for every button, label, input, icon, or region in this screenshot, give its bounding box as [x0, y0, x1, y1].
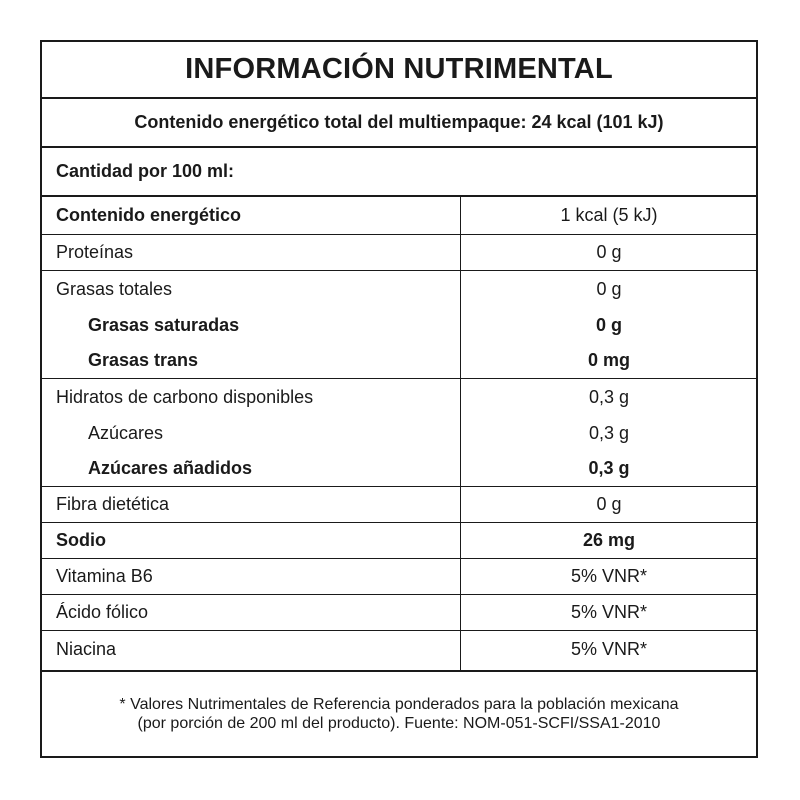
table-row [42, 415, 756, 451]
footnote-line: * Valores Nutrimentales de Referencia ponderados para la población mexicana [119, 696, 679, 713]
nutrient-name: Grasas trans [88, 350, 199, 370]
nutrient-value: 0,3 g [588, 422, 630, 443]
table-row [42, 487, 756, 523]
table-row [42, 523, 756, 559]
nutrition-facts-panel [40, 40, 758, 758]
nutrient-name: Grasas totales [56, 278, 173, 299]
table-row [42, 379, 756, 415]
nutrient-value: 1 kcal (5 kJ) [560, 205, 658, 225]
panel-title: INFORMACIÓN NUTRIMENTAL [42, 42, 756, 99]
nutrient-value: 0 g [596, 278, 622, 299]
nutrient-value: 5% VNR* [570, 639, 648, 659]
nutrient-name: Fibra dietética [56, 494, 170, 514]
nutrient-value: 0 g [596, 494, 622, 514]
nutrient-name: Proteínas [56, 242, 134, 262]
nutrient-value: 0 g [595, 314, 622, 335]
footnote-line: (por porción de 200 ml del producto). Fuente: NOM-051-SCFI/SSA1-2010 [137, 715, 661, 732]
table-row [42, 235, 756, 271]
nutrient-value: 0,3 g [588, 386, 630, 407]
nutrient-name: Vitamina B6 [56, 566, 153, 586]
nutrient-name: Ácido fólico [56, 602, 149, 622]
table-row [42, 197, 756, 235]
table-row [42, 271, 756, 307]
nutrient-name: Contenido energético [56, 205, 242, 225]
nutrient-name: Hidratos de carbono disponibles [56, 386, 314, 407]
table-row [42, 451, 756, 487]
table-row [42, 343, 756, 379]
nutrient-name: Azúcares [88, 422, 164, 443]
table-row [42, 307, 756, 343]
table-row [42, 595, 756, 631]
nutrient-value: 5% VNR* [570, 566, 648, 586]
nutrient-value: 0,3 g [588, 458, 630, 478]
total-energy-statement: Contenido energético total del multiempaque: 24 kcal (101 kJ) [42, 99, 756, 148]
table-row [42, 559, 756, 595]
serving-basis-label: Cantidad por 100 ml: [42, 148, 756, 197]
nutrient-name: Grasas saturadas [88, 314, 240, 335]
nutrient-name: Azúcares añadidos [88, 458, 253, 478]
nutrient-name: Niacina [56, 639, 117, 659]
nutrient-value: 0 mg [587, 350, 630, 370]
nutrient-value: 26 mg [582, 530, 636, 550]
nutrient-value: 0 g [596, 242, 622, 262]
nutrient-value: 5% VNR* [570, 602, 648, 622]
nutrient-name: Sodio [56, 530, 106, 550]
nutrient-table [42, 197, 756, 670]
footnote [42, 670, 756, 756]
table-row [42, 631, 756, 668]
